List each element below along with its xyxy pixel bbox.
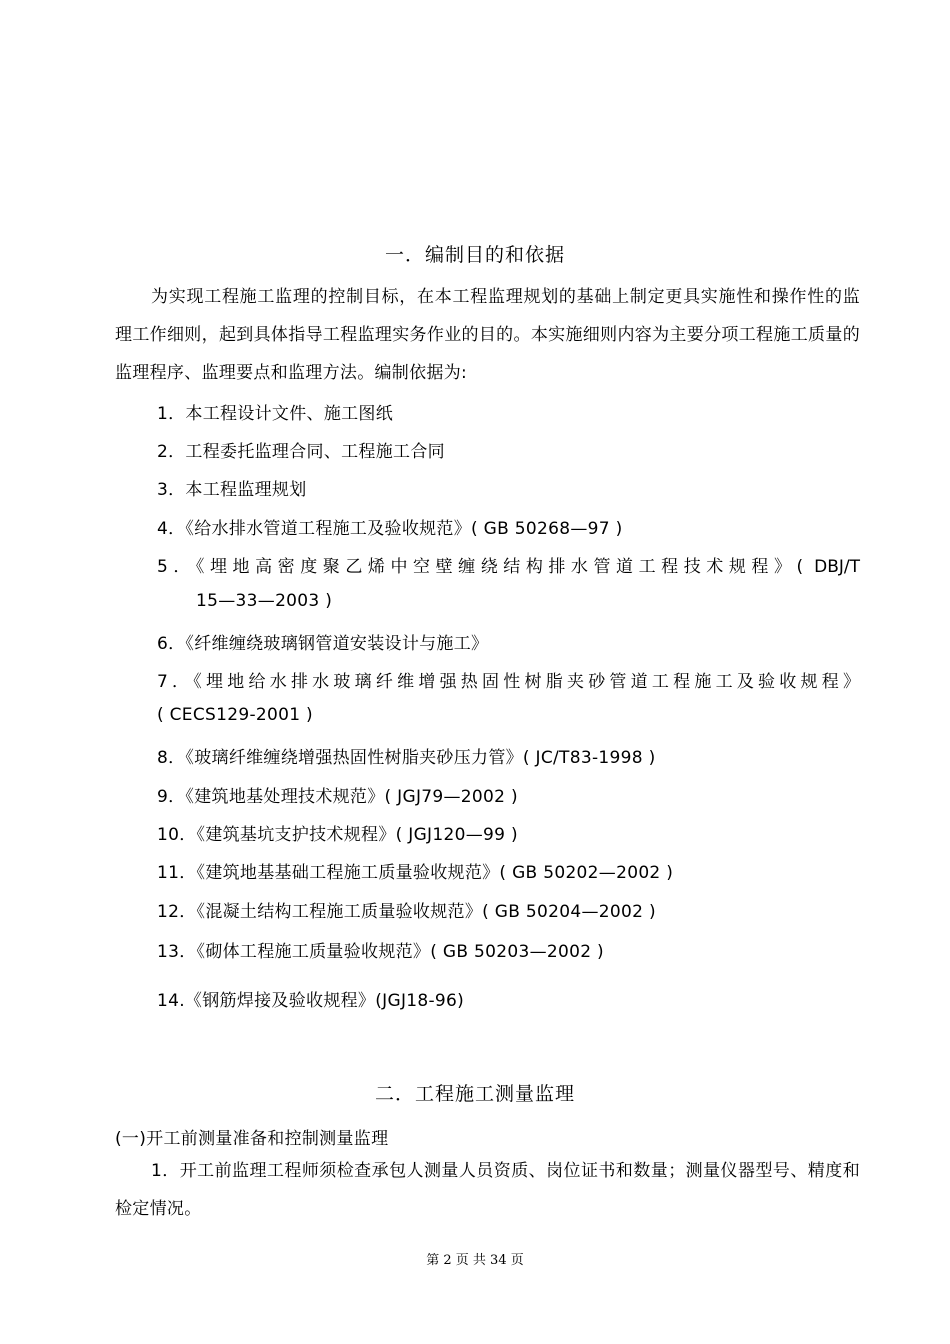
section-1-heading: 一．编制目的和依据	[384, 244, 565, 266]
basis-item-11: 11．《建筑地基基础工程施工质量验收规范》( GB 50202—2002 )	[157, 863, 674, 883]
basis-item-4: 4．《给水排水管道工程施工及验收规范》( GB 50268—97 )	[157, 519, 623, 539]
page-number-footer: 第 2 页 共 34 页	[426, 1253, 524, 1268]
basis-item-8: 8．《玻璃纤维缠绕增强热固性树脂夹砂压力管》( JC/T83-1998 )	[157, 748, 656, 768]
basis-item-1: 1．本工程设计文件、施工图纸	[157, 404, 394, 424]
basis-item-13: 13．《砌体工程施工质量验收规范》( GB 50203—2002 )	[157, 942, 604, 962]
basis-item-5: 5．《埋地高密度聚乙烯中空壁缠绕结构排水管道工程技术规程》( DBJ/T	[157, 557, 860, 577]
basis-item-7: 7．《埋地给水排水玻璃纤维增强热固性树脂夹砂管道工程施工及验收规程》	[157, 672, 860, 692]
section-1-intro: 为实现工程施工监理的控制目标，在本工程监理规划的基础上制定更具实施性和操作性的监理工作细则，起到具体指导工程监理实务作业的目的。本实施细则内容为主要分项工程施工质量的监理程序、监理要点和监理方法。编制依据为:	[115, 287, 860, 383]
basis-item-7-continuation: ( CECS129-2001 )	[157, 705, 313, 725]
basis-item-10: 10．《建筑基坑支护技术规程》( JGJ120—99 )	[157, 825, 518, 845]
basis-item-6: 6．《纤维缠绕玻璃钢管道安装设计与施工》	[157, 634, 489, 654]
section-2-item-1: 1．开工前监理工程师须检查承包人测量人员资质、岗位证书和数量；测量仪器型号、精度和检定情况。	[115, 1161, 860, 1219]
basis-item-3: 3．本工程监理规划	[157, 480, 307, 500]
section-2-heading: 二．工程施工测量监理	[374, 1083, 575, 1105]
basis-item-14: 14.《钢筋焊接及验收规程》(JGJ18-96)	[157, 991, 465, 1011]
basis-item-9: 9．《建筑地基处理技术规范》( JGJ79—2002 )	[157, 787, 518, 807]
basis-item-2: 2．工程委托监理合同、工程施工合同	[157, 442, 445, 462]
basis-item-5-continuation: 15—33—2003 )	[196, 591, 333, 611]
section-2-subheading: (一)开工前测量准备和控制测量监理	[115, 1129, 389, 1149]
basis-item-12: 12．《混凝土结构工程施工质量验收规范》( GB 50204—2002 )	[157, 902, 656, 922]
